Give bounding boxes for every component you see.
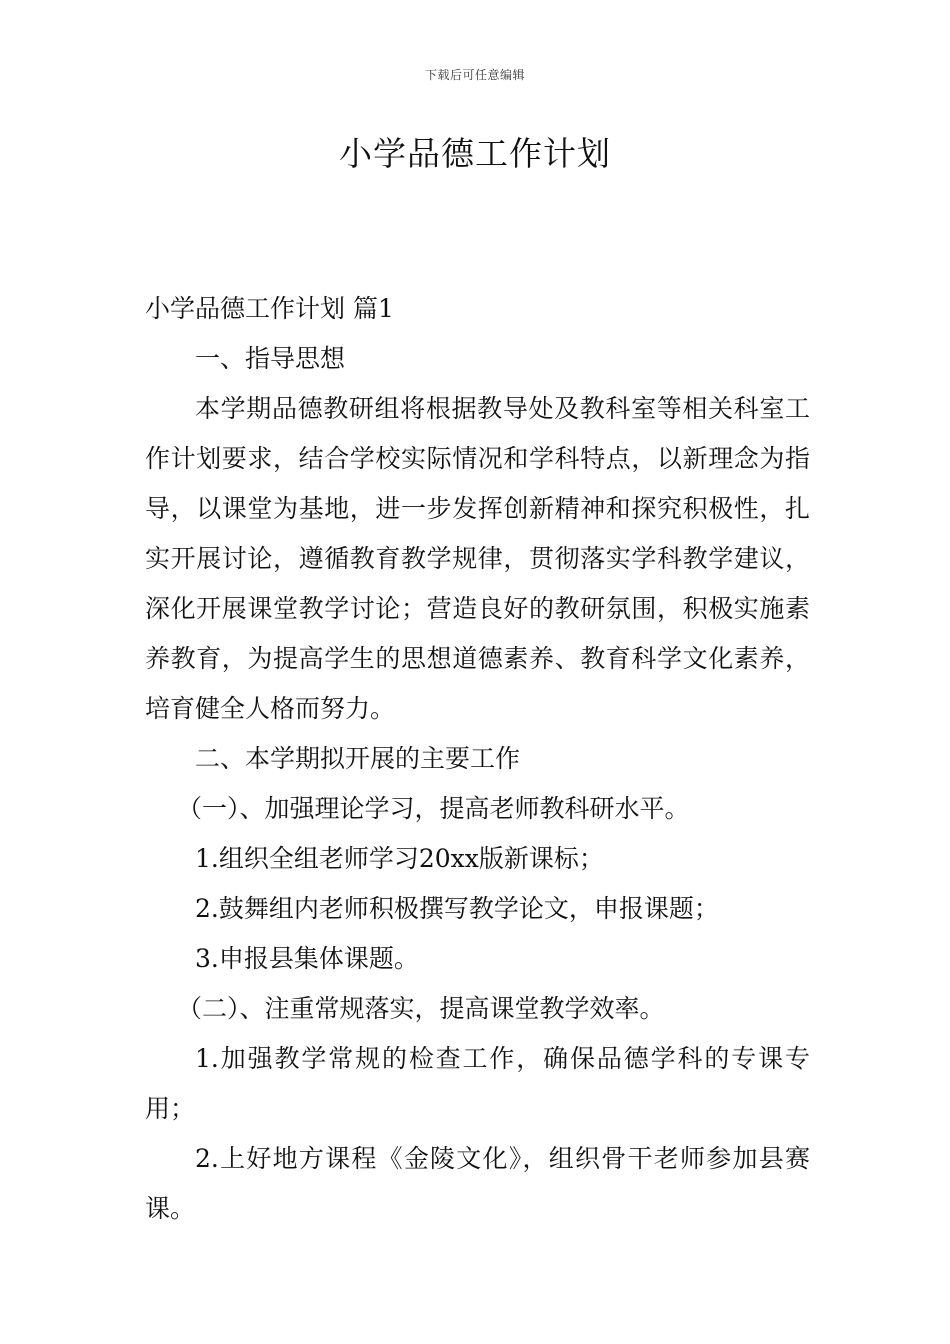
list-item: 3.申报县集体课题。 bbox=[195, 944, 419, 973]
document-body bbox=[145, 284, 810, 1234]
header-note: 下载后可任意编辑 bbox=[424, 68, 525, 82]
heading-main-work: 二、本学期拟开展的主要工作 bbox=[195, 744, 521, 773]
heading-guiding-ideology: 一、指导思想 bbox=[195, 344, 346, 373]
list-item: 1.加强教学常规的检查工作，确保品德学科的专课专用； bbox=[145, 1044, 810, 1123]
list-item: 2.鼓舞组内老师积极撰写教学论文，申报课题； bbox=[195, 894, 719, 923]
subheading-theory-study: （一）、加强理论学习，提高老师教科研水平。 bbox=[177, 794, 690, 823]
section-title: 小学品德工作计划 篇1 bbox=[145, 294, 394, 323]
list-item: 2.上好地方课程《金陵文化》，组织骨干老师参加县赛课。 bbox=[145, 1144, 810, 1223]
list-item: 1.组织全组老师学习20xx版新课标； bbox=[195, 844, 604, 873]
paragraph-guiding-ideology: 本学期品德教研组将根据教导处及教科室等相关科室工作计划要求，结合学校实际情况和学科特点，以新理念为指导，以课堂为基地，进一步发挥创新精神和探究积极性，扎实开展讨论，遵循教育教学规律，贯彻落实学科教学建议，深化开展课堂教学讨论；营造良好的教研氛围，积极实施素养教育，为提高学生的思想道德素养、教育科学文化素养，培育健全人格而努力。 bbox=[145, 394, 810, 723]
subheading-routine-practice: （二）、注重常规落实，提高课堂教学效率。 bbox=[177, 994, 665, 1023]
document-title: 小学品德工作计划 bbox=[339, 134, 611, 173]
